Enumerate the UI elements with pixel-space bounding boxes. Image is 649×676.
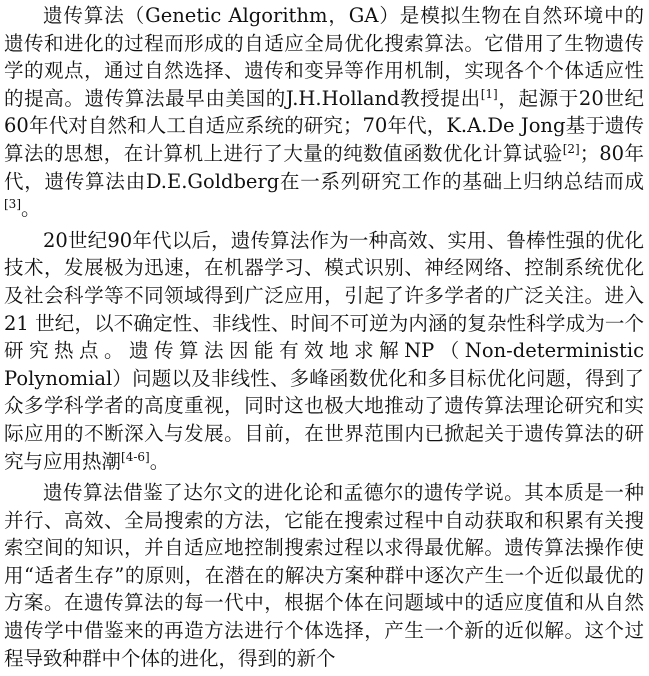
paragraph-2 [4,227,644,475]
text-run: 20世纪90年代以后，遗传算法作为一种高效、实用、鲁棒性强的优化技术，发展极为迅速，在机器学习、模式识别、神经网络、控制系统优化及社会科学等不同领域得到广泛应用，引起了许多学者的广泛关注。进入 21 世纪，以不确定性、非线性、时间不可逆为内涵的复杂性科学成为一个研究热点。遗传算法因能有效地求解NP（Non-deterministic Polynomial）问题以及非线性、多峰函数优化和多目标优化问题，得到了众多学科学者的高度重视，同时这也极大地推动了遗传算法理论研究和实际应用的不断深入与发展。目前，在世界范围内已掀起关于遗传算法的研究与应用热潮 [4,228,644,473]
citation-ref: [3] [4,197,21,212]
text-run: 遗传算法（Genetic Algorithm，GA）是模拟生物在自然环境中的遗传和进化的过程而形成的自适应全局优化搜索算法。它借用了生物遗传学的观点，通过自然选择、遗传和变异等作用机制，实现各个个体适应性的提高。遗传算法最早由美国的J.H.Holland教授提出 [4,4,644,110]
document-body [4,2,644,676]
text-run: 。 [21,197,41,221]
citation-ref: [4-6] [121,449,150,464]
text-run: ；80年代，遗传算法由D.E.Goldberg在一系列研究工作的基础上归纳总结而成 [4,141,644,193]
text-run: 遗传算法借鉴了达尔文的进化论和孟德尔的遗传学说。其本质是一种并行、高效、全局搜索的方法，它能在搜索过程中自动获取和积累有关搜索空间的知识，并自适应地控制搜索过程以求得最优解。遗传算法操作使用“适者生存”的原则，在潜在的解决方案种群中逐次产生一个近似最优的方案。在遗传算法的每一代中，根据个体在问题域中的适应度值和从自然遗传学中借鉴来的再造方法进行个体选择，产生一个新的近似解。这个过程导致种群中个体的进化，得到的新个 [4,481,644,670]
citation-ref: [1] [480,86,498,101]
paragraph-1 [4,2,644,223]
citation-ref: [2] [562,141,580,156]
text-run: ，起源于20世纪60年代对自然和人工自适应系统的研究；70年代，K.A.De Jong基于遗传算法的思想，在计算机上进行了大量的纯数值函数优化计算试验 [4,86,644,165]
paragraph-3 [4,479,644,672]
text-run: 。 [149,449,170,473]
